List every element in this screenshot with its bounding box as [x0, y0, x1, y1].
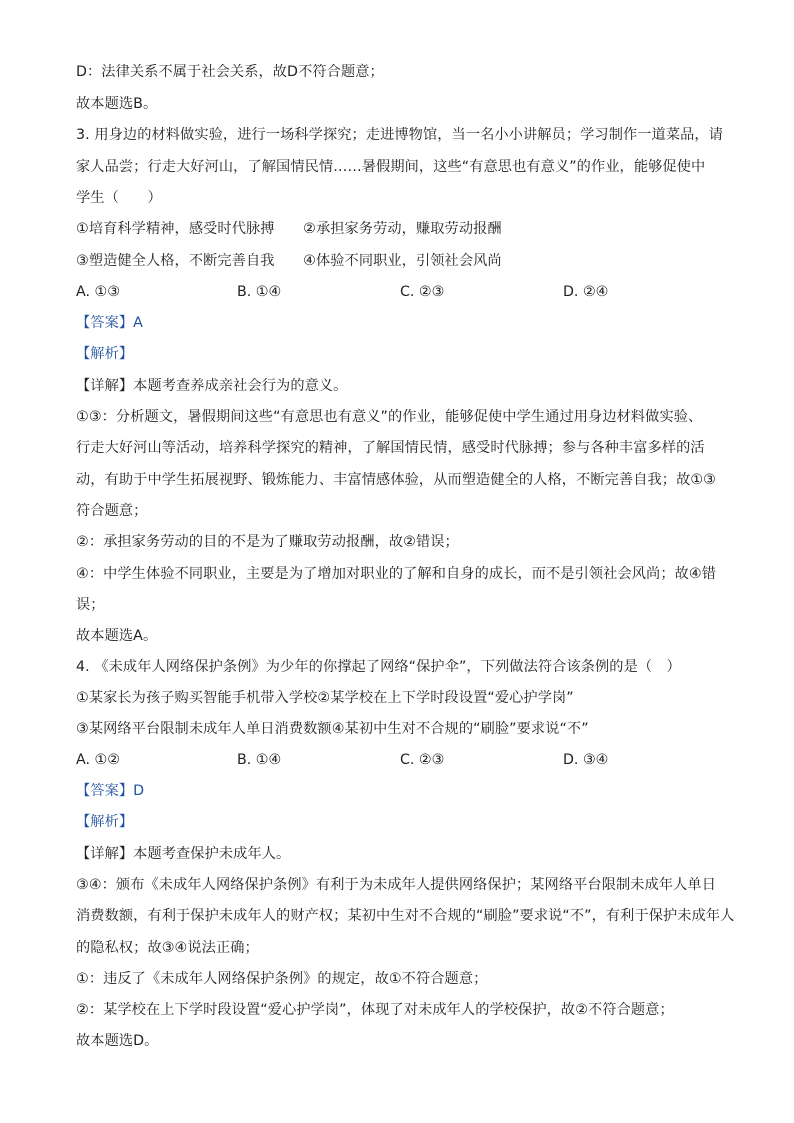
analysis-label: 【解析】: [76, 814, 134, 830]
text-line: D：法律关系不属于社会关系，故D不符合题意；: [76, 64, 384, 80]
detail-line: 行走大好河山等活动，培养科学探究的精神，了解国情民情，感受时代脉搏；参与各种丰富多样的活: [76, 440, 705, 456]
detail-line: 的隐私权；故③④说法正确；: [76, 940, 259, 956]
answer-label: 【答案】A: [76, 315, 143, 331]
question-4-option-c: C. ②③: [400, 752, 445, 768]
detail-line: 误；: [76, 597, 105, 613]
detail-line: 故本题选D。: [76, 1033, 159, 1049]
detail-line: 【详解】本题考查保护未成年人。: [76, 846, 291, 862]
question-3-option-c: C. ②③: [400, 284, 445, 300]
question-3-option-a: A. ①③: [76, 284, 120, 300]
question-4-option-b: B. ①④: [237, 752, 282, 768]
question-3-option-d: D. ②④: [563, 284, 609, 300]
question-3-stem: 家人品尝；行走大好河山，了解国情民情……暑假期间，这些“有意思也有意义”的作业，能够促使中: [76, 159, 706, 175]
question-4-option-a: A. ①②: [76, 752, 120, 768]
analysis-label: 【解析】: [76, 346, 134, 362]
question-4-stem: 4. 《未成年人网络保护条例》为少年的你撑起了网络“保护伞”，下列做法符合该条例的是（ ）: [76, 659, 681, 675]
question-4-statement: ③某网络平台限制未成年人单日消费数额④某初中生对不合规的“刷脸”要求说“不”: [76, 721, 589, 737]
detail-line: ④：中学生体验不同职业，主要是为了增加对职业的了解和自身的成长，而不是引领社会风尚；故④错: [76, 566, 717, 582]
detail-line: 【详解】本题考查养成亲社会行为的意义。: [76, 378, 348, 394]
question-3-option-b: B. ①④: [237, 284, 282, 300]
detail-line: ②：承担家务劳动的目的不是为了赚取劳动报酬，故②错误；: [76, 534, 459, 550]
answer-label: 【答案】D: [76, 783, 145, 799]
detail-line: 消费数额，有利于保护未成年人的财产权；某初中生对不合规的“刷脸”要求说“不”，有利于保护未成年人: [76, 908, 735, 924]
question-3-statement: ①培育科学精神，感受时代脉搏 ②承担家务劳动，赚取劳动报酬: [76, 221, 502, 237]
question-3-statement: ③塑造健全人格，不断完善自我 ④体验不同职业，引领社会风尚: [76, 253, 502, 269]
text-line: 故本题选B。: [76, 96, 158, 112]
detail-line: ②：某学校在上下学时段设置“爱心护学岗”，体现了对未成年人的学校保护，故②不符合题意；: [76, 1002, 674, 1018]
detail-line: 动，有助于中学生拓展视野、锻炼能力、丰富情感体验，从而塑造健全的人格，不断完善自我；故①③: [76, 472, 717, 488]
question-3-stem: 3. 用身边的材料做实验，进行一场科学探究；走进博物馆，当一名小小讲解员；学习制作一道菜品，请: [76, 127, 723, 143]
detail-line: ①③：分析题文，暑假期间这些“有意思也有意义”的作业，能够促使中学生通过用身边材料做实验、: [76, 409, 703, 425]
question-4-statement: ①某家长为孩子购买智能手机带入学校②某学校在上下学时段设置“爱心护学岗”: [76, 690, 574, 706]
question-3-stem: 学生（ ）: [76, 190, 162, 206]
detail-line: ①：违反了《未成年人网络保护条例》的规定，故①不符合题意；: [76, 971, 488, 987]
detail-line: 故本题选A。: [76, 628, 158, 644]
question-4-option-d: D. ③④: [563, 752, 609, 768]
detail-line: ③④：颁布《未成年人网络保护条例》有利于为未成年人提供网络保护；某网络平台限制未成年人单日: [76, 877, 717, 893]
detail-line: 符合题意；: [76, 503, 148, 519]
